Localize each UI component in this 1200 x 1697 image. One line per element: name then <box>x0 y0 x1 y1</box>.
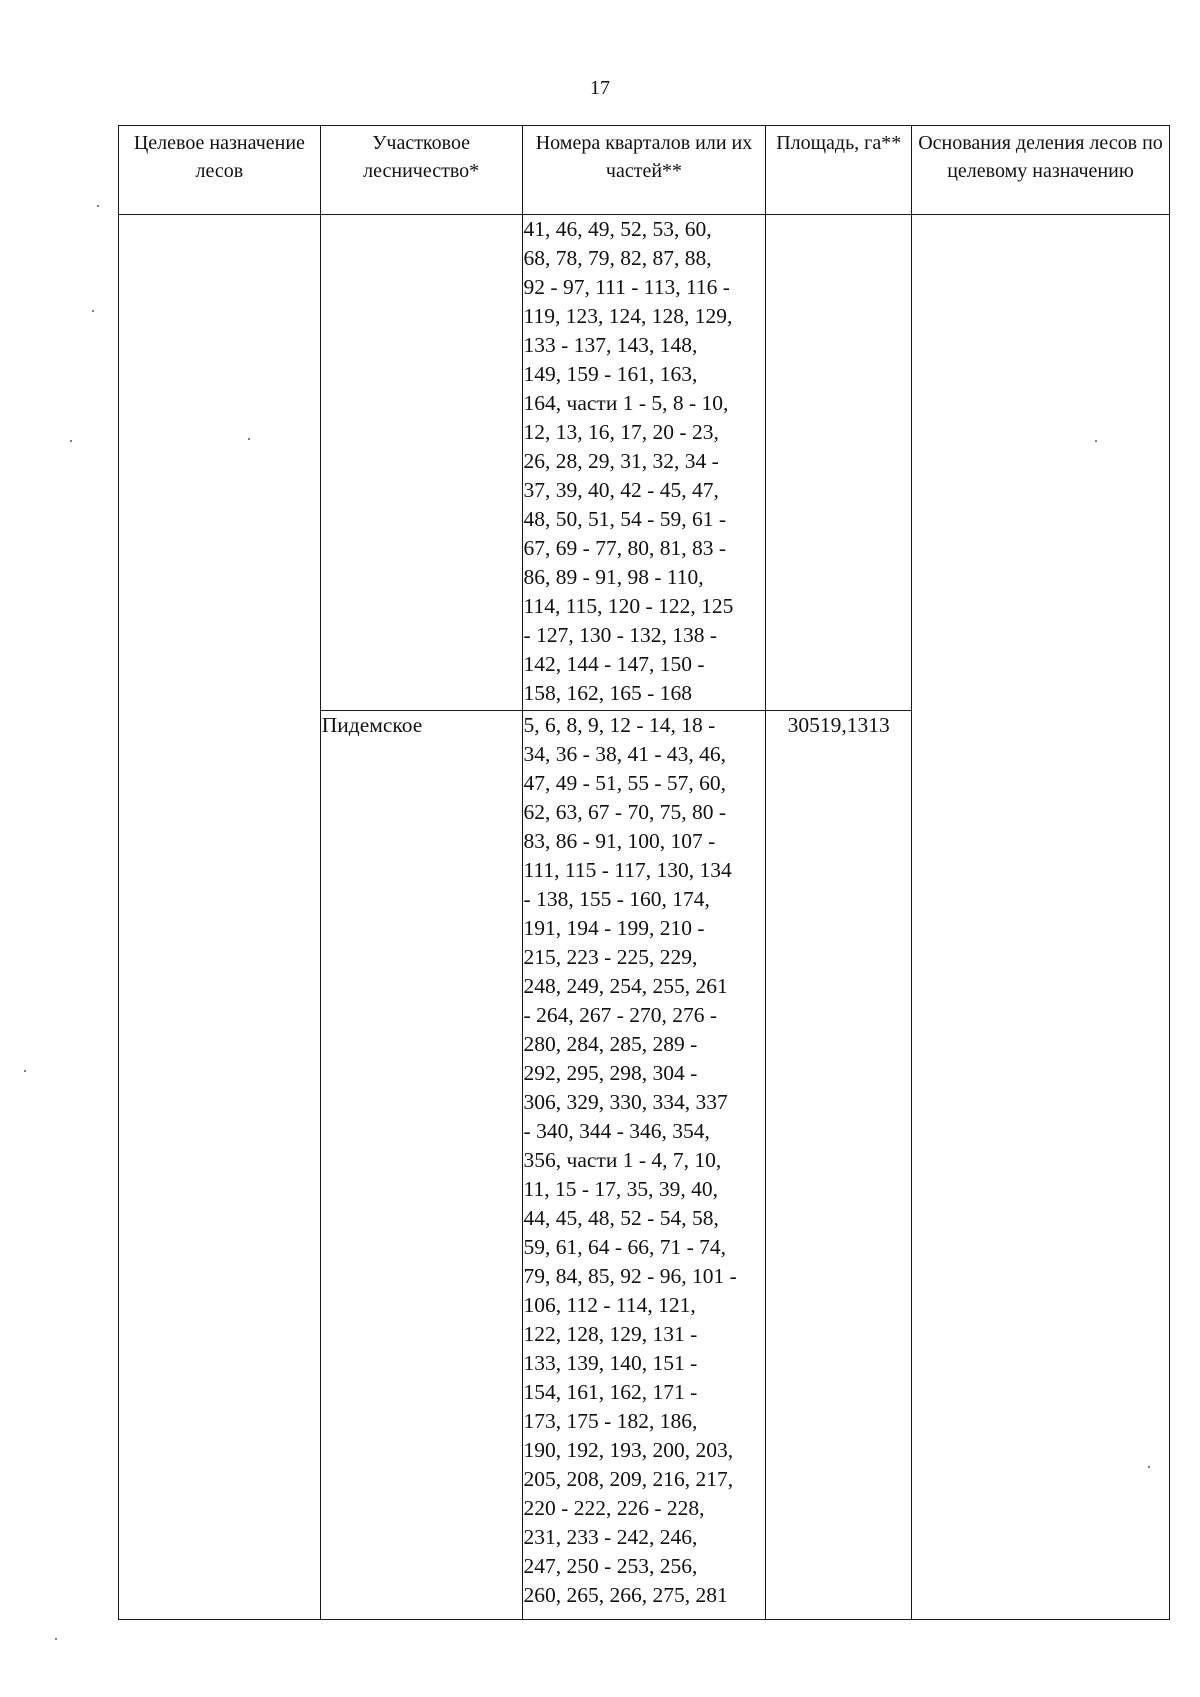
quarters-line: 79, 84, 85, 92 - 96, 101 - <box>523 1264 737 1288</box>
table-row <box>119 215 1170 711</box>
scan-speck <box>55 1638 57 1640</box>
basis-cell <box>912 215 1170 1620</box>
header-area: Площадь, га** <box>766 126 912 215</box>
quarters-cell <box>522 711 766 1620</box>
table-header <box>119 126 1170 215</box>
scan-speck <box>248 438 250 440</box>
header-basis: Основания деления лесов по целевому назначению <box>912 126 1170 215</box>
quarters-line: 190, 192, 193, 200, 203, <box>523 1438 734 1462</box>
quarters-line: 34, 36 - 38, 41 - 43, 46, <box>523 742 726 766</box>
quarters-line: 44, 45, 48, 52 - 54, 58, <box>523 1206 719 1230</box>
quarters-line: 12, 13, 16, 17, 20 - 23, <box>523 420 719 444</box>
header-row <box>119 126 1170 215</box>
forest-purpose-table <box>118 125 1170 1620</box>
header-purpose: Целевое назначение лесов <box>119 126 321 215</box>
quarters-cell <box>522 215 766 711</box>
quarters-line: 92 - 97, 111 - 113, 116 - <box>523 275 730 299</box>
quarters-line: - 127, 130 - 132, 138 - <box>523 623 718 647</box>
quarters-line: - 340, 344 - 346, 354, <box>523 1119 710 1143</box>
scan-speck <box>92 310 94 312</box>
quarters-line: 292, 295, 298, 304 - <box>523 1061 698 1085</box>
quarters-line: 231, 233 - 242, 246, <box>523 1525 698 1549</box>
quarters-line: 164, части 1 - 5, 8 - 10, <box>523 391 729 415</box>
scan-speck <box>1095 440 1097 442</box>
quarters-line: - 264, 267 - 270, 276 - <box>523 1003 718 1027</box>
quarters-line: 173, 175 - 182, 186, <box>523 1409 698 1433</box>
quarters-line: 280, 284, 285, 289 - <box>523 1032 698 1056</box>
area-cell: 30519,1313 <box>766 711 912 1620</box>
quarters-line: 133 - 137, 143, 148, <box>523 333 698 357</box>
quarters-line: 154, 161, 162, 171 - <box>523 1380 698 1404</box>
quarters-line: 142, 144 - 147, 150 - <box>523 652 705 676</box>
quarters-line: 248, 249, 254, 255, 261 <box>523 974 728 998</box>
quarters-line: 47, 49 - 51, 55 - 57, 60, <box>523 771 726 795</box>
quarters-line: 205, 208, 209, 216, 217, <box>523 1467 734 1491</box>
quarters-line: 122, 128, 129, 131 - <box>523 1322 698 1346</box>
quarters-line: 114, 115, 120 - 122, 125 <box>523 594 734 618</box>
quarters-line: 260, 265, 266, 275, 281 <box>523 1583 728 1607</box>
quarters-line: 86, 89 - 91, 98 - 110, <box>523 565 704 589</box>
quarters-line: 215, 223 - 225, 229, <box>523 945 698 969</box>
quarters-line: 11, 15 - 17, 35, 39, 40, <box>523 1177 719 1201</box>
scan-speck <box>1148 1466 1150 1468</box>
quarters-line: 247, 250 - 253, 256, <box>523 1554 698 1578</box>
quarters-line: 41, 46, 49, 52, 53, 60, <box>523 217 712 241</box>
page-number: 17 <box>590 77 610 99</box>
quarters-line: - 138, 155 - 160, 174, <box>523 887 710 911</box>
quarters-line: 158, 162, 165 - 168 <box>523 681 692 705</box>
quarters-line: 59, 61, 64 - 66, 71 - 74, <box>523 1235 726 1259</box>
scan-speck <box>24 1070 26 1072</box>
quarters-line: 48, 50, 51, 54 - 59, 61 - <box>523 507 726 531</box>
quarters-line: 149, 159 - 161, 163, <box>523 362 698 386</box>
header-forestry: Участковое лесничество* <box>320 126 522 215</box>
quarters-line: 220 - 222, 226 - 228, <box>523 1496 705 1520</box>
quarters-line: 83, 86 - 91, 100, 107 - <box>523 829 716 853</box>
area-cell <box>766 215 912 711</box>
quarters-line: 119, 123, 124, 128, 129, <box>523 304 733 328</box>
quarters-line: 5, 6, 8, 9, 12 - 14, 18 - <box>523 713 716 737</box>
quarters-line: 306, 329, 330, 334, 337 <box>523 1090 728 1114</box>
quarters-line: 37, 39, 40, 42 - 45, 47, <box>523 478 719 502</box>
quarters-line: 67, 69 - 77, 80, 81, 83 - <box>523 536 726 560</box>
quarters-line: 191, 194 - 199, 210 - <box>523 916 705 940</box>
forestry-cell <box>320 215 522 711</box>
forestry-cell: Пидемское <box>320 711 522 1620</box>
quarters-line: 26, 28, 29, 31, 32, 34 - <box>523 449 719 473</box>
quarters-line: 111, 115 - 117, 130, 134 <box>523 858 732 882</box>
header-quarters: Номера кварталов или их частей** <box>522 126 766 215</box>
quarters-line: 106, 112 - 114, 121, <box>523 1293 696 1317</box>
table-body <box>119 215 1170 1620</box>
scan-speck <box>70 440 72 442</box>
quarters-line: 356, части 1 - 4, 7, 10, <box>523 1148 722 1172</box>
quarters-line: 133, 139, 140, 151 - <box>523 1351 698 1375</box>
quarters-line: 62, 63, 67 - 70, 75, 80 - <box>523 800 726 824</box>
scan-speck <box>97 205 99 207</box>
quarters-line: 68, 78, 79, 82, 87, 88, <box>523 246 712 270</box>
purpose-cell <box>119 215 321 1620</box>
